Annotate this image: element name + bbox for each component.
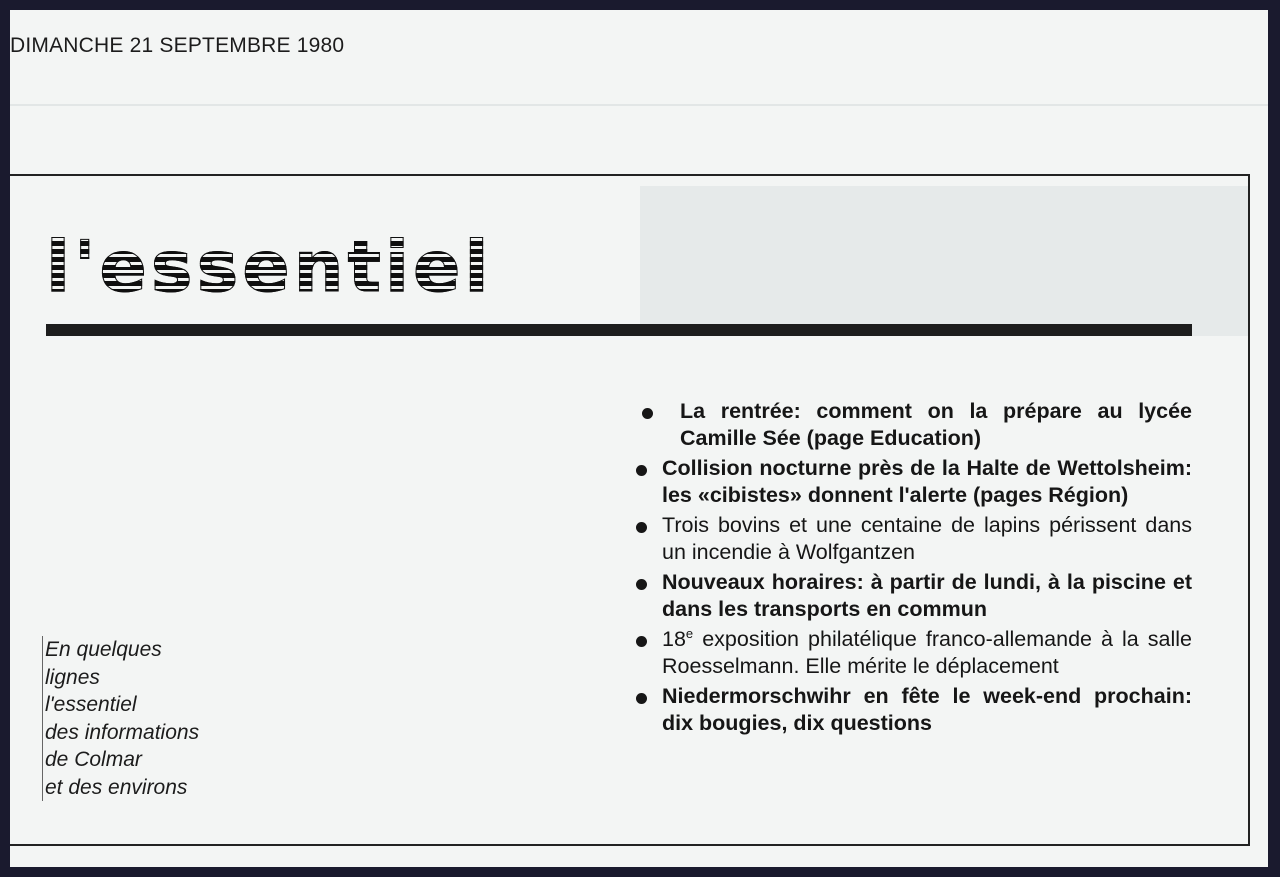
logo-underline-rule (46, 324, 1192, 336)
news-item-text: exposition philatélique franco-allemande à la salle Roesselmann. Elle mérite le déplacement (662, 627, 1192, 678)
newspaper-page (10, 10, 1268, 867)
news-item-number: 18 (662, 627, 686, 651)
bullet-icon (636, 465, 647, 476)
ordinal-suffix: e (685, 625, 694, 641)
news-item (632, 512, 1192, 566)
bullet-icon (636, 522, 647, 533)
sidebar-caption (42, 636, 199, 801)
sidebar-line: l'essentiel (45, 693, 137, 716)
sidebar-line: des informations (45, 720, 200, 744)
essentiel-logo (46, 226, 493, 308)
news-item (632, 683, 1192, 737)
sidebar-line: de Colmar (45, 748, 142, 771)
bullet-icon (636, 693, 647, 704)
news-item-text: Nouveaux horaires: à partir de lundi, à la piscine et dans les transports en commun (662, 570, 1192, 621)
news-item (632, 569, 1192, 623)
news-item (632, 626, 1192, 680)
news-item-text: Collision nocturne près de la Halte de Wettolsheim: les «cibistes» donnent l'alerte (pages Région) (662, 456, 1192, 507)
news-brief-list (632, 398, 1192, 740)
news-item-text: La rentrée: comment on la prépare au lycée Camille Sée (page Education) (680, 399, 1192, 450)
bullet-icon (636, 579, 647, 590)
sidebar-line: lignes (45, 665, 100, 689)
bullet-icon (642, 408, 653, 419)
news-item (632, 398, 1192, 452)
news-item (632, 455, 1192, 509)
news-item-text: Trois bovins et une centaine de lapins périssent dans un incendie à Wolfgantzen (662, 513, 1192, 564)
header-rule (10, 104, 1268, 106)
dateline: DIMANCHE 21 SEPTEMBRE 1980 (10, 34, 345, 57)
logo-text: l'essentiel (46, 226, 493, 308)
news-item-text: Niedermorschwihr en fête le week-end prochain: dix bougies, dix questions (662, 684, 1192, 735)
sidebar-line: et des environs (45, 775, 188, 799)
bullet-icon (636, 636, 647, 647)
sidebar-line: En quelques (45, 638, 162, 661)
